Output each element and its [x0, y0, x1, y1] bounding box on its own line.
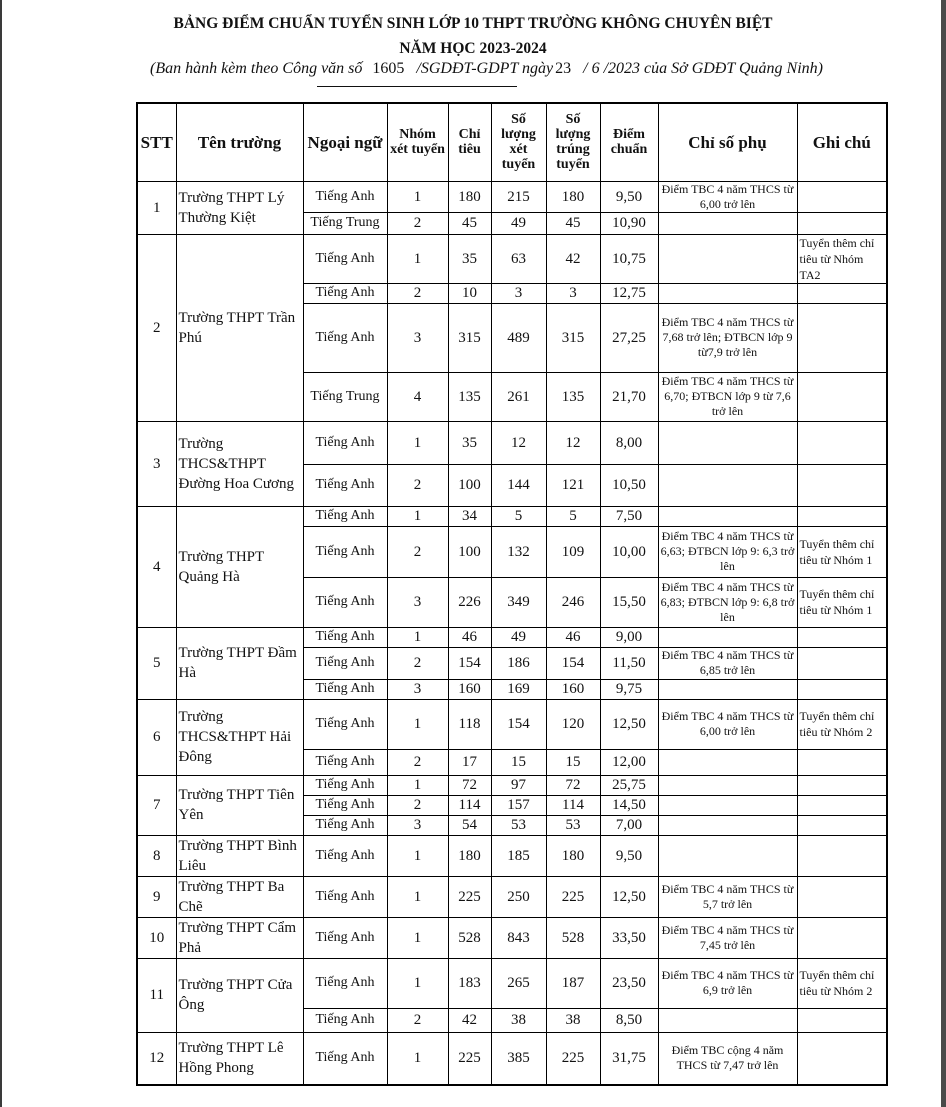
table-row [137, 421, 887, 464]
cell-cutoff: 12,75 [600, 283, 658, 303]
cell-quota: 42 [448, 1008, 491, 1032]
table-row [137, 958, 887, 1008]
cell-cutoff: 11,50 [600, 647, 658, 679]
header-applicants: Số lượng xét tuyển [491, 103, 546, 181]
cell-admitted: 38 [546, 1008, 600, 1032]
page-edge-left [0, 0, 2, 1107]
cell-sub-index [658, 421, 797, 464]
cell-cutoff: 21,70 [600, 372, 658, 421]
cell-quota: 225 [448, 1032, 491, 1085]
page-edge-right [941, 0, 946, 1107]
cell-cutoff: 12,50 [600, 699, 658, 749]
cell-group: 2 [387, 526, 448, 577]
cell-stt: 3 [137, 421, 176, 506]
cell-quota: 183 [448, 958, 491, 1008]
cell-applicants: 97 [491, 775, 546, 795]
cell-quota: 100 [448, 526, 491, 577]
header-note: Ghi chú [797, 103, 887, 181]
cell-applicants: 132 [491, 526, 546, 577]
cell-admitted: 246 [546, 577, 600, 627]
cell-group: 2 [387, 749, 448, 775]
cell-applicants: 5 [491, 506, 546, 526]
cell-language: Tiếng Anh [303, 958, 387, 1008]
cell-group: 1 [387, 421, 448, 464]
issuance-prefix: (Ban hành kèm theo Công văn số [150, 60, 363, 77]
cell-group: 2 [387, 795, 448, 815]
cell-applicants: 185 [491, 835, 546, 876]
cell-cutoff: 9,50 [600, 835, 658, 876]
cell-sub-index [658, 234, 797, 283]
header-stt: STT [137, 103, 176, 181]
table-row [137, 876, 887, 917]
cell-quota: 34 [448, 506, 491, 526]
cell-language: Tiếng Anh [303, 679, 387, 699]
cell-sub-index: Điểm TBC 4 năm THCS từ 6,70; ĐTBCN lớp 9 từ 7,6 trở lên [658, 372, 797, 421]
cell-applicants: 261 [491, 372, 546, 421]
cell-applicants: 349 [491, 577, 546, 627]
cell-group: 1 [387, 234, 448, 283]
cell-sub-index: Điểm TBC 4 năm THCS từ 5,7 trở lên [658, 876, 797, 917]
cell-language: Tiếng Trung [303, 372, 387, 421]
cell-language: Tiếng Anh [303, 647, 387, 679]
cell-note [797, 815, 887, 835]
cell-quota: 225 [448, 876, 491, 917]
cell-school-name: Trường THPT Ba Chẽ [176, 876, 303, 917]
cell-note [797, 917, 887, 958]
cell-admitted: 121 [546, 464, 600, 506]
cell-quota: 226 [448, 577, 491, 627]
cell-note [797, 506, 887, 526]
cell-language: Tiếng Anh [303, 627, 387, 647]
cell-sub-index [658, 749, 797, 775]
cell-admitted: 42 [546, 234, 600, 283]
cell-admitted: 12 [546, 421, 600, 464]
cell-sub-index [658, 212, 797, 234]
doc-number-underline [317, 86, 517, 87]
cell-sub-index [658, 506, 797, 526]
cell-quota: 180 [448, 181, 491, 212]
cell-language: Tiếng Anh [303, 795, 387, 815]
cell-school-name: Trường THPT Đầm Hà [176, 627, 303, 699]
cell-language: Tiếng Anh [303, 421, 387, 464]
cell-sub-index: Điểm TBC 4 năm THCS từ 7,45 trở lên [658, 917, 797, 958]
cell-applicants: 49 [491, 212, 546, 234]
cell-quota: 54 [448, 815, 491, 835]
cell-applicants: 49 [491, 627, 546, 647]
cell-admitted: 180 [546, 181, 600, 212]
cell-note [797, 679, 887, 699]
cell-group: 1 [387, 1032, 448, 1085]
cell-school-name: Trường THPT Lý Thường Kiệt [176, 181, 303, 234]
cell-applicants: 186 [491, 647, 546, 679]
cell-cutoff: 9,50 [600, 181, 658, 212]
cell-sub-index: Điểm TBC 4 năm THCS từ 6,9 trở lên [658, 958, 797, 1008]
cell-group: 1 [387, 876, 448, 917]
cell-school-name: Trường THPT Tiên Yên [176, 775, 303, 835]
cell-note [797, 627, 887, 647]
cell-applicants: 53 [491, 815, 546, 835]
header-school: Tên trường [176, 103, 303, 181]
cell-school-name: Trường THPT Quảng Hà [176, 506, 303, 627]
cell-cutoff: 23,50 [600, 958, 658, 1008]
cell-group: 3 [387, 815, 448, 835]
cell-stt: 1 [137, 181, 176, 234]
cell-note [797, 795, 887, 815]
cell-language: Tiếng Anh [303, 464, 387, 506]
cell-language: Tiếng Anh [303, 303, 387, 372]
cell-stt: 9 [137, 876, 176, 917]
cell-admitted: 15 [546, 749, 600, 775]
cell-sub-index [658, 679, 797, 699]
cell-stt: 7 [137, 775, 176, 835]
cell-quota: 46 [448, 627, 491, 647]
cell-admitted: 72 [546, 775, 600, 795]
cell-quota: 160 [448, 679, 491, 699]
cell-sub-index [658, 775, 797, 795]
cell-cutoff: 10,90 [600, 212, 658, 234]
cell-group: 4 [387, 372, 448, 421]
cell-group: 1 [387, 775, 448, 795]
table-row [137, 234, 887, 283]
cell-note [797, 1008, 887, 1032]
school-year: NĂM HỌC 2023-2024 [399, 40, 547, 57]
cell-applicants: 157 [491, 795, 546, 815]
cell-quota: 114 [448, 795, 491, 815]
cell-stt: 5 [137, 627, 176, 699]
cell-stt: 10 [137, 917, 176, 958]
cell-group: 2 [387, 464, 448, 506]
cell-quota: 35 [448, 234, 491, 283]
cell-cutoff: 7,00 [600, 815, 658, 835]
cell-quota: 528 [448, 917, 491, 958]
cell-language: Tiếng Anh [303, 181, 387, 212]
cell-note [797, 464, 887, 506]
cell-admitted: 53 [546, 815, 600, 835]
cell-note: Tuyển thêm chỉ tiêu từ Nhóm 1 [797, 577, 887, 627]
cell-cutoff: 8,50 [600, 1008, 658, 1032]
table-row [137, 1032, 887, 1085]
cell-cutoff: 7,50 [600, 506, 658, 526]
cell-group: 1 [387, 699, 448, 749]
cell-school-name: Trường THPT Trần Phú [176, 234, 303, 421]
cell-quota: 45 [448, 212, 491, 234]
cell-applicants: 843 [491, 917, 546, 958]
table-row [137, 775, 887, 795]
cell-applicants: 38 [491, 1008, 546, 1032]
cell-group: 1 [387, 506, 448, 526]
header-cutoff: Điểm chuẩn [600, 103, 658, 181]
cell-language: Tiếng Anh [303, 749, 387, 775]
cell-note: Tuyển thêm chỉ tiêu từ Nhóm 2 [797, 699, 887, 749]
cell-applicants: 250 [491, 876, 546, 917]
cell-admitted: 154 [546, 647, 600, 679]
cell-cutoff: 25,75 [600, 775, 658, 795]
cell-language: Tiếng Anh [303, 283, 387, 303]
issuance-note [150, 60, 823, 78]
cell-applicants: 265 [491, 958, 546, 1008]
table-row [137, 627, 887, 647]
cell-school-name: Trường THPT Cẩm Phả [176, 917, 303, 958]
cell-cutoff: 9,75 [600, 679, 658, 699]
cell-sub-index [658, 835, 797, 876]
issue-day: 23 [555, 60, 572, 77]
cell-cutoff: 33,50 [600, 917, 658, 958]
cell-sub-index: Điểm TBC 4 năm THCS từ 7,68 trở lên; ĐTBCN lớp 9 từ7,9 trở lên [658, 303, 797, 372]
document-title: BẢNG ĐIỂM CHUẨN TUYỂN SINH LỚP 10 THPT TRƯỜNG KHÔNG CHUYÊN BIỆT [173, 15, 773, 32]
cell-group: 1 [387, 181, 448, 212]
cell-admitted: 109 [546, 526, 600, 577]
cell-quota: 35 [448, 421, 491, 464]
cell-admitted: 160 [546, 679, 600, 699]
cell-sub-index: Điểm TBC 4 năm THCS từ 6,00 trở lên [658, 699, 797, 749]
cell-language: Tiếng Anh [303, 775, 387, 795]
cell-cutoff: 31,75 [600, 1032, 658, 1085]
header-admitted: Số lượng trúng tuyển [546, 103, 600, 181]
cell-quota: 100 [448, 464, 491, 506]
cell-applicants: 489 [491, 303, 546, 372]
cell-school-name: Trường THPT Lê Hồng Phong [176, 1032, 303, 1085]
cell-group: 2 [387, 283, 448, 303]
cell-cutoff: 27,25 [600, 303, 658, 372]
cell-group: 3 [387, 679, 448, 699]
cell-note: Tuyển thêm chỉ tiêu từ Nhóm TA2 [797, 234, 887, 283]
cell-applicants: 15 [491, 749, 546, 775]
cell-sub-index [658, 627, 797, 647]
cell-sub-index: Điểm TBC 4 năm THCS từ 6,85 trở lên [658, 647, 797, 679]
cell-school-name: Trường THPT Bình Liêu [176, 835, 303, 876]
cell-language: Tiếng Anh [303, 815, 387, 835]
cell-group: 3 [387, 303, 448, 372]
cell-language: Tiếng Anh [303, 1008, 387, 1032]
cell-sub-index: Điểm TBC cộng 4 năm THCS từ 7,47 trở lên [658, 1032, 797, 1085]
cell-note [797, 303, 887, 372]
cell-cutoff: 10,75 [600, 234, 658, 283]
cell-sub-index [658, 464, 797, 506]
cell-language: Tiếng Trung [303, 212, 387, 234]
cell-language: Tiếng Anh [303, 234, 387, 283]
cell-note: Tuyển thêm chỉ tiêu từ Nhóm 2 [797, 958, 887, 1008]
cell-school-name: Trường THPT Cửa Ông [176, 958, 303, 1032]
cell-note [797, 421, 887, 464]
cell-note [797, 835, 887, 876]
table-row [137, 506, 887, 526]
cell-group: 1 [387, 958, 448, 1008]
cell-quota: 72 [448, 775, 491, 795]
cell-admitted: 45 [546, 212, 600, 234]
cell-note [797, 749, 887, 775]
cell-applicants: 154 [491, 699, 546, 749]
cell-applicants: 169 [491, 679, 546, 699]
cell-quota: 315 [448, 303, 491, 372]
cell-group: 2 [387, 212, 448, 234]
cell-cutoff: 14,50 [600, 795, 658, 815]
cell-group: 2 [387, 647, 448, 679]
table-row [137, 699, 887, 749]
cell-quota: 180 [448, 835, 491, 876]
cell-admitted: 528 [546, 917, 600, 958]
cell-school-name: Trường THCS&THPT Đường Hoa Cương [176, 421, 303, 506]
cell-cutoff: 10,50 [600, 464, 658, 506]
cell-language: Tiếng Anh [303, 506, 387, 526]
table-row [137, 917, 887, 958]
cell-language: Tiếng Anh [303, 876, 387, 917]
cell-applicants: 385 [491, 1032, 546, 1085]
cell-note: Tuyển thêm chỉ tiêu từ Nhóm 1 [797, 526, 887, 577]
cell-language: Tiếng Anh [303, 1032, 387, 1085]
cell-quota: 154 [448, 647, 491, 679]
cell-quota: 17 [448, 749, 491, 775]
table-row [137, 835, 887, 876]
cell-sub-index [658, 283, 797, 303]
cell-note [797, 212, 887, 234]
cell-language: Tiếng Anh [303, 699, 387, 749]
cell-cutoff: 12,50 [600, 876, 658, 917]
cell-school-name: Trường THCS&THPT Hải Đông [176, 699, 303, 775]
issuance-mid: /SGDĐT-GDPT ngày [416, 60, 554, 77]
header-language: Ngoại ngữ [303, 103, 387, 181]
doc-number: 1605 [372, 60, 405, 77]
cell-admitted: 3 [546, 283, 600, 303]
cell-applicants: 63 [491, 234, 546, 283]
cell-admitted: 180 [546, 835, 600, 876]
cell-group: 2 [387, 1008, 448, 1032]
cell-stt: 12 [137, 1032, 176, 1085]
table-row [137, 181, 887, 212]
cell-sub-index [658, 1008, 797, 1032]
cell-admitted: 120 [546, 699, 600, 749]
cell-sub-index: Điểm TBC 4 năm THCS từ 6,00 trở lên [658, 181, 797, 212]
cell-language: Tiếng Anh [303, 577, 387, 627]
cell-sub-index [658, 795, 797, 815]
cell-quota: 135 [448, 372, 491, 421]
header-sub-index: Chỉ số phụ [658, 103, 797, 181]
header-group: Nhóm xét tuyển [387, 103, 448, 181]
cell-cutoff: 15,50 [600, 577, 658, 627]
cell-applicants: 3 [491, 283, 546, 303]
cell-note [797, 372, 887, 421]
cell-cutoff: 9,00 [600, 627, 658, 647]
cell-cutoff: 12,00 [600, 749, 658, 775]
cell-admitted: 315 [546, 303, 600, 372]
cell-note [797, 647, 887, 679]
cell-quota: 10 [448, 283, 491, 303]
cell-note [797, 181, 887, 212]
cell-stt: 4 [137, 506, 176, 627]
cell-admitted: 225 [546, 876, 600, 917]
cell-stt: 8 [137, 835, 176, 876]
cell-note [797, 876, 887, 917]
cell-admitted: 114 [546, 795, 600, 815]
table-body [137, 181, 887, 1085]
cell-admitted: 46 [546, 627, 600, 647]
cell-note [797, 775, 887, 795]
cell-applicants: 144 [491, 464, 546, 506]
cell-sub-index [658, 815, 797, 835]
cell-cutoff: 8,00 [600, 421, 658, 464]
cell-quota: 118 [448, 699, 491, 749]
cell-sub-index: Điểm TBC 4 năm THCS từ 6,63; ĐTBCN lớp 9: 6,3 trở lên [658, 526, 797, 577]
cell-applicants: 215 [491, 181, 546, 212]
cell-sub-index: Điểm TBC 4 năm THCS từ 6,83; ĐTBCN lớp 9: 6,8 trở lên [658, 577, 797, 627]
cell-admitted: 187 [546, 958, 600, 1008]
header-quota: Chỉ tiêu [448, 103, 491, 181]
cell-stt: 6 [137, 699, 176, 775]
cell-language: Tiếng Anh [303, 526, 387, 577]
cell-stt: 2 [137, 234, 176, 421]
cell-stt: 11 [137, 958, 176, 1032]
cell-cutoff: 10,00 [600, 526, 658, 577]
cutoff-score-table [136, 102, 888, 1086]
cell-note [797, 1032, 887, 1085]
cell-group: 1 [387, 917, 448, 958]
cell-note [797, 283, 887, 303]
cell-group: 1 [387, 835, 448, 876]
cell-applicants: 12 [491, 421, 546, 464]
cell-admitted: 5 [546, 506, 600, 526]
table-header-row [137, 103, 887, 181]
cell-group: 3 [387, 577, 448, 627]
cell-group: 1 [387, 627, 448, 647]
cell-admitted: 135 [546, 372, 600, 421]
cell-language: Tiếng Anh [303, 835, 387, 876]
cell-language: Tiếng Anh [303, 917, 387, 958]
cell-admitted: 225 [546, 1032, 600, 1085]
issuance-suffix: / 6 /2023 của Sở GDĐT Quảng Ninh) [583, 60, 823, 77]
